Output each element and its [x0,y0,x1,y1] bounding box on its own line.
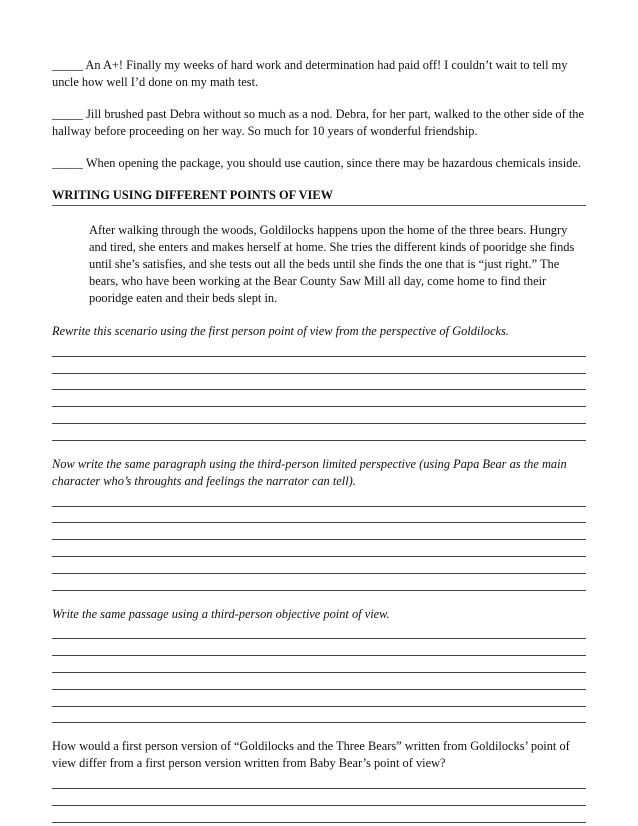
answer-line[interactable] [52,540,586,557]
identify-item-3: _____ When opening the package, you should use caution, since there may be hazardous chemicals inside. [52,156,581,170]
prompt-compare: How would a first person version of “Goldilocks and the Three Bears” written from Goldilocks’ point of view differ from a first person version written from Baby Bear’s point of view? [52,739,570,771]
answer-line[interactable] [52,424,586,441]
answer-line[interactable] [52,707,586,724]
answer-line[interactable] [52,639,586,656]
answer-line[interactable] [52,656,586,673]
answer-line[interactable] [52,574,586,591]
prompt-third-objective: Write the same passage using a third-person objective point of view. [52,606,390,621]
answer-lines-first-person[interactable] [52,340,586,441]
prompt-first-person: Rewrite this scenario using the first person point of view from the perspective of Goldilocks. [52,324,509,338]
answer-line[interactable] [52,772,586,789]
answer-line[interactable] [52,623,586,640]
answer-lines-compare[interactable] [52,772,586,822]
answer-line[interactable] [52,340,586,357]
answer-line[interactable] [52,357,586,374]
identify-item-1: _____ An A+! Finally my weeks of hard work and determination had paid off! I couldn’t wait to tell my uncle how well I’d done on my math test. [52,58,568,89]
answer-line[interactable] [52,806,586,823]
answer-line[interactable] [52,374,586,391]
answer-line[interactable] [52,490,586,507]
answer-line[interactable] [52,673,586,690]
answer-lines-third-limited[interactable] [52,490,586,591]
answer-line[interactable] [52,789,586,806]
prompt-third-limited: Now write the same paragraph using the third-person limited perspective (using Papa Bear as the main character who’s throughts and feelings the narrator can tell). [52,456,567,488]
scenario-paragraph: After walking through the woods, Goldilocks happens upon the home of the three bears. Hungry and tired, she enters and makes herself at home. She tries the different kinds of pooridge she finds until she’s satisfies, and she tests out all the beds until she finds the one that is “just right.” The bears, who have been working at the Bear County Saw Mill all day, come home to find their pooridge eaten and their beds slept in. [89,223,575,305]
section-heading: WRITING USING DIFFERENT POINTS OF VIEW [52,187,586,206]
answer-line[interactable] [52,390,586,407]
answer-line[interactable] [52,407,586,424]
answer-line[interactable] [52,690,586,707]
answer-line[interactable] [52,507,586,524]
answer-line[interactable] [52,557,586,574]
answer-line[interactable] [52,523,586,540]
answer-lines-third-objective[interactable] [52,623,586,724]
identify-item-2: _____ Jill brushed past Debra without so much as a nod. Debra, for her part, walked to the other side of the hallway before proceeding on her way. So much for 10 years of wonderful friendship. [52,107,584,138]
